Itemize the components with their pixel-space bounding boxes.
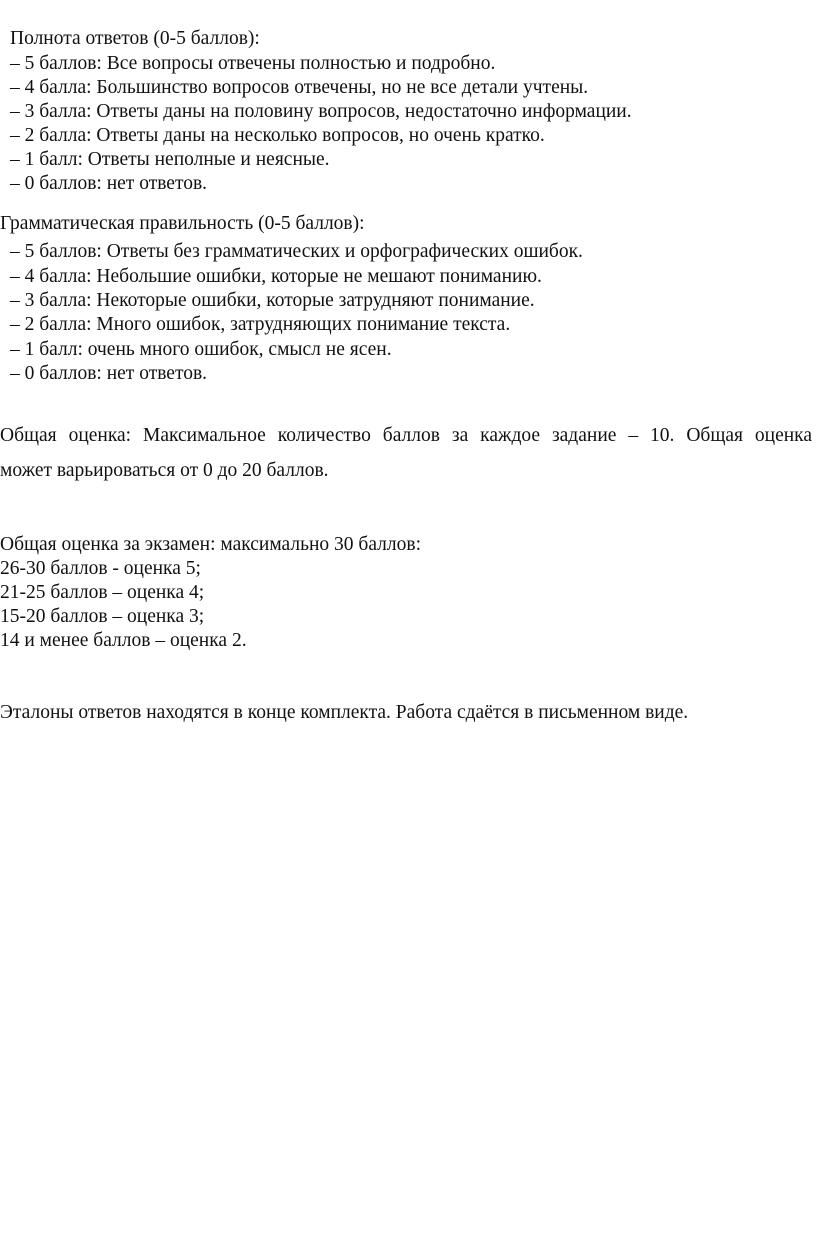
completeness-item-5: – 5 баллов: Все вопросы отвечены полностью и подробно. — [10, 53, 496, 74]
grammar-item-2: – 2 балла: Много ошибок, затрудняющих понимание текста. — [10, 314, 511, 335]
exam-grade-5: 26-30 баллов - оценка 5; — [0, 558, 201, 579]
grammar-title: Грамматическая правильность (0-5 баллов): — [0, 213, 365, 234]
overall-line-1: Общая оценка: Максимальное количество баллов за каждое задание – 10. Общая оценка — [0, 425, 812, 446]
exam-title: Общая оценка за экзамен: максимально 30 баллов: — [0, 534, 422, 555]
exam-grade-3: 15-20 баллов – оценка 3; — [0, 606, 205, 627]
grammar-item-5: – 5 баллов: Ответы без грамматических и орфографических ошибок. — [10, 241, 583, 262]
grammar-item-0: – 0 баллов: нет ответов. — [10, 363, 208, 384]
grammar-item-1: – 1 балл: очень много ошибок, смысл не ясен. — [10, 339, 392, 360]
exam-grade-2: 14 и менее баллов – оценка 2. — [0, 630, 247, 651]
grammar-item-3: – 3 балла: Некоторые ошибки, которые затрудняют понимание. — [10, 290, 535, 311]
exam-grade-4: 21-25 баллов – оценка 4; — [0, 582, 205, 603]
completeness-item-3: – 3 балла: Ответы даны на половину вопросов, недостаточно информации. — [10, 101, 632, 122]
grammar-item-4: – 4 балла: Небольшие ошибки, которые не мешают пониманию. — [10, 266, 542, 287]
footer-note: Эталоны ответов находятся в конце комплекта. Работа сдаётся в письменном виде. — [0, 702, 689, 723]
completeness-item-2: – 2 балла: Ответы даны на несколько вопросов, но очень кратко. — [10, 125, 545, 146]
completeness-item-4: – 4 балла: Большинство вопросов отвечены, но не все детали учтены. — [10, 77, 589, 98]
completeness-title: Полнота ответов (0-5 баллов): — [10, 28, 260, 49]
completeness-item-1: – 1 балл: Ответы неполные и неясные. — [10, 149, 330, 170]
overall-line-2: может варьироваться от 0 до 20 баллов. — [0, 460, 329, 481]
completeness-item-0: – 0 баллов: нет ответов. — [10, 173, 208, 194]
